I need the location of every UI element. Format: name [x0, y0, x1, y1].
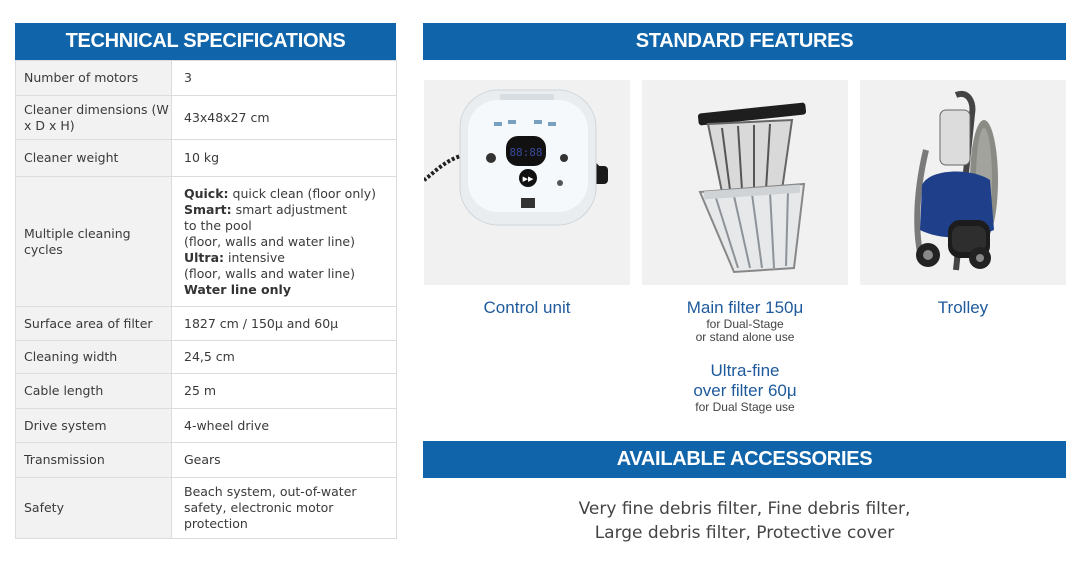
caption-ultra-filter [642, 361, 848, 414]
spec-value: 10 kg [172, 140, 397, 177]
control-unit-illustration [424, 80, 630, 285]
table-row [16, 409, 397, 443]
spec-value: 25 m [172, 374, 397, 409]
table-row [16, 177, 397, 307]
ultra-filter-sub: for Dual Stage use [695, 400, 795, 414]
table-row [16, 96, 397, 140]
specs-banner [15, 23, 396, 60]
ultra-filter-label: over filter 60μ [693, 381, 797, 400]
spec-label: Safety [16, 478, 172, 539]
spec-label: Transmission [16, 443, 172, 478]
table-row [16, 307, 397, 341]
control-display: 88:88 [509, 146, 543, 159]
cycle-smart-line: (floor, walls and water line) [184, 233, 355, 249]
spec-value-cycles [172, 177, 397, 307]
spec-value-safety [172, 478, 397, 539]
spec-value: 24,5 cm [172, 341, 397, 374]
spec-label: Cleaning width [16, 341, 172, 374]
table-row [16, 374, 397, 409]
spec-label: Multiple cleaning cycles [16, 177, 172, 307]
spec-label: Surface area of filter [16, 307, 172, 341]
spec-label: Cable length [16, 374, 172, 409]
specs-table [15, 60, 397, 539]
main-filter-sub: for Dual-Stage [706, 317, 784, 331]
cycle-smart-line: to the pool [184, 217, 252, 233]
table-row [16, 341, 397, 374]
main-filter-sub: or stand alone use [695, 330, 795, 344]
table-row [16, 443, 397, 478]
features-title: STANDARD FEATURES [635, 30, 854, 52]
table-row [16, 61, 397, 96]
safety-line: Beach system, out-of-water [184, 484, 357, 499]
spec-value: 43x48x27 cm [172, 96, 397, 140]
table-row [16, 478, 397, 539]
filter-illustration [642, 80, 848, 285]
cycle-ultra: Ultra: intensive [184, 249, 285, 265]
svg-text:▶▶: ▶▶ [522, 175, 534, 183]
safety-line: protection [184, 516, 248, 531]
spec-value: Gears [172, 443, 397, 478]
table-row [16, 140, 397, 177]
cycle-quick: Quick: quick clean (floor only) [184, 185, 376, 201]
trolley-label: Trolley [937, 298, 989, 317]
caption-control-unit [424, 298, 630, 318]
spec-label: Cleaner weight [16, 140, 172, 177]
main-filter-image [642, 80, 848, 285]
spec-value: 1827 cm / 150μ and 60μ [172, 307, 397, 341]
safety-line: safety, electronic motor [184, 500, 334, 515]
caption-main-filter [642, 298, 848, 344]
accessories-line: Large debris filter, Protective cover [594, 523, 895, 543]
features-banner [423, 23, 1066, 60]
cycle-waterline: Water line only [184, 281, 291, 297]
accessories-line: Very fine debris filter, Fine debris filter, [578, 499, 911, 519]
trolley-image [860, 80, 1066, 285]
spec-label: Drive system [16, 409, 172, 443]
spec-label: Cleaner dimensions (W x D x H) [16, 96, 172, 140]
spec-label: Number of motors [16, 61, 172, 96]
accessories-text [423, 497, 1066, 545]
control-unit-label: Control unit [483, 298, 571, 317]
main-filter-label: Main filter 150μ [686, 298, 804, 317]
accessories-title: AVAILABLE ACCESSORIES [616, 448, 873, 470]
specs-title: TECHNICAL SPECIFICATIONS [65, 30, 346, 52]
cycle-smart: Smart: smart adjustment [184, 201, 348, 217]
control-unit-image [424, 80, 630, 285]
ultra-filter-label: Ultra-fine [710, 361, 780, 380]
caption-trolley [860, 298, 1066, 318]
spec-value: 4-wheel drive [172, 409, 397, 443]
cycle-ultra-line: (floor, walls and water line) [184, 265, 355, 281]
spec-value: 3 [172, 61, 397, 96]
trolley-illustration [860, 80, 1066, 285]
accessories-banner [423, 441, 1066, 478]
